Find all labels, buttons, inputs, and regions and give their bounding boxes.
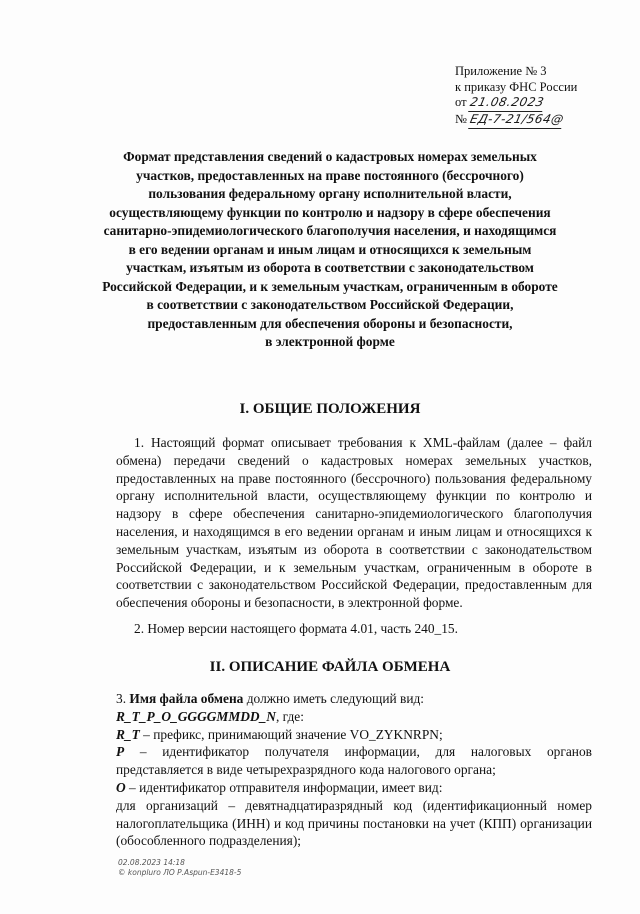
- title-line: санитарно-эпидемиологического благополучия населения, и находящимся: [103, 223, 557, 238]
- order-number-line: [455, 112, 625, 129]
- date-prefix: от: [455, 95, 467, 109]
- prefix-definition: R_T – префикс, принимающий значение VO_ZYKNRPN;: [116, 726, 443, 742]
- paragraph-2-text: 2. Номер версии настоящего формата 4.01, часть 240_15.: [134, 621, 458, 636]
- title-line: Российской Федерации, и к земельным участкам, ограниченным в обороте: [102, 278, 558, 294]
- filename-pattern: R_T_P_O_GGGGMMDD_N: [116, 708, 276, 724]
- order-date-line: [455, 95, 625, 112]
- print-stamp: [118, 858, 241, 878]
- title-line: пользования федеральному органу исполнительной власти,: [148, 186, 512, 201]
- print-source: © konpluro ЛО Р.Aspun-E3418-5: [118, 868, 242, 877]
- filename-pattern-row: R_T_P_O_GGGGMMDD_N, где:: [116, 708, 304, 724]
- paragraph-3-intro: 3. Имя файла обмена должно иметь следующий вид:: [116, 691, 425, 706]
- title-line: в электронной форме: [265, 334, 395, 349]
- paragraph-1: [116, 434, 592, 612]
- section-heading-general: I. ОБЩИЕ ПОЛОЖЕНИЯ: [239, 401, 421, 417]
- title-line: участкам, изъятым из оборота в соответствии с законодательством: [126, 260, 534, 275]
- print-timestamp: 02.08.2023 14:18: [118, 858, 185, 867]
- document-title: [96, 148, 564, 352]
- title-line: в его ведении органам и иным лицам и относящихся к земельным: [128, 241, 532, 257]
- term-exchange-file-name: Имя файла обмена: [129, 691, 244, 706]
- handwritten-number: ЕД-7-21/564@: [468, 112, 565, 129]
- sender-definition: O – идентификатор отправителя информации, имеет вид:: [116, 779, 443, 795]
- handwritten-date: 21.08.2023: [468, 95, 545, 112]
- title-line: Формат представления сведений о кадастровых номерах земельных: [123, 149, 537, 164]
- number-prefix: №: [455, 111, 467, 126]
- title-line: участков, предоставленных на праве постоянного (бессрочного): [136, 167, 524, 183]
- paragraph-1-text: 1. Настоящий формат описывает требования к XML-файлам (далее – файл обмена) передачи сведений о кадастровых номерах земельных участков, предоставленных на праве постоянного (бессрочного) пользования федеральному органу исполнительной власти, осуществляющему функции по контролю и надзору в сфере обеспечения санитарно-эпидемиологического благополучия населения, и находящимся в его ведении органам и иным лицам и относящихся к земельным участкам, изъятым из оборота в соответствии с законодательством Российской Федерации, и к земельным участкам, ограниченным в обороте в соответствии с законодательством Российской Федерации, предоставленным для обеспечения обороны и безопасности, в электронной форме.: [116, 435, 592, 611]
- recipient-definition: P – идентификатор получателя информации, для налоговых органов представляется в виде четырехразрядного кода налогового органа;: [116, 744, 592, 778]
- organization-definition: для организаций – девятнадцатиразрядный код (идентификационный номер налогоплательщика (ИНН) и код причины постановки на учет (КПП) организации (обособленного подразделения);: [116, 797, 592, 849]
- appendix-label: Приложение № 3: [455, 64, 547, 78]
- title-line: осуществляющему функции по контролю и надзору в сфере обеспечения: [109, 204, 551, 220]
- title-line: в соответствии с законодательством Российской Федерации,: [146, 297, 514, 312]
- title-line: предоставленным для обеспечения обороны и безопасности,: [147, 315, 513, 331]
- order-label: к приказу ФНС России: [455, 79, 578, 94]
- approval-block: [455, 64, 625, 128]
- section-heading-exchange-file: II. ОПИСАНИЕ ФАЙЛА ОБМЕНА: [209, 659, 451, 675]
- paragraph-2: [116, 620, 592, 638]
- paragraph-3: [116, 690, 592, 850]
